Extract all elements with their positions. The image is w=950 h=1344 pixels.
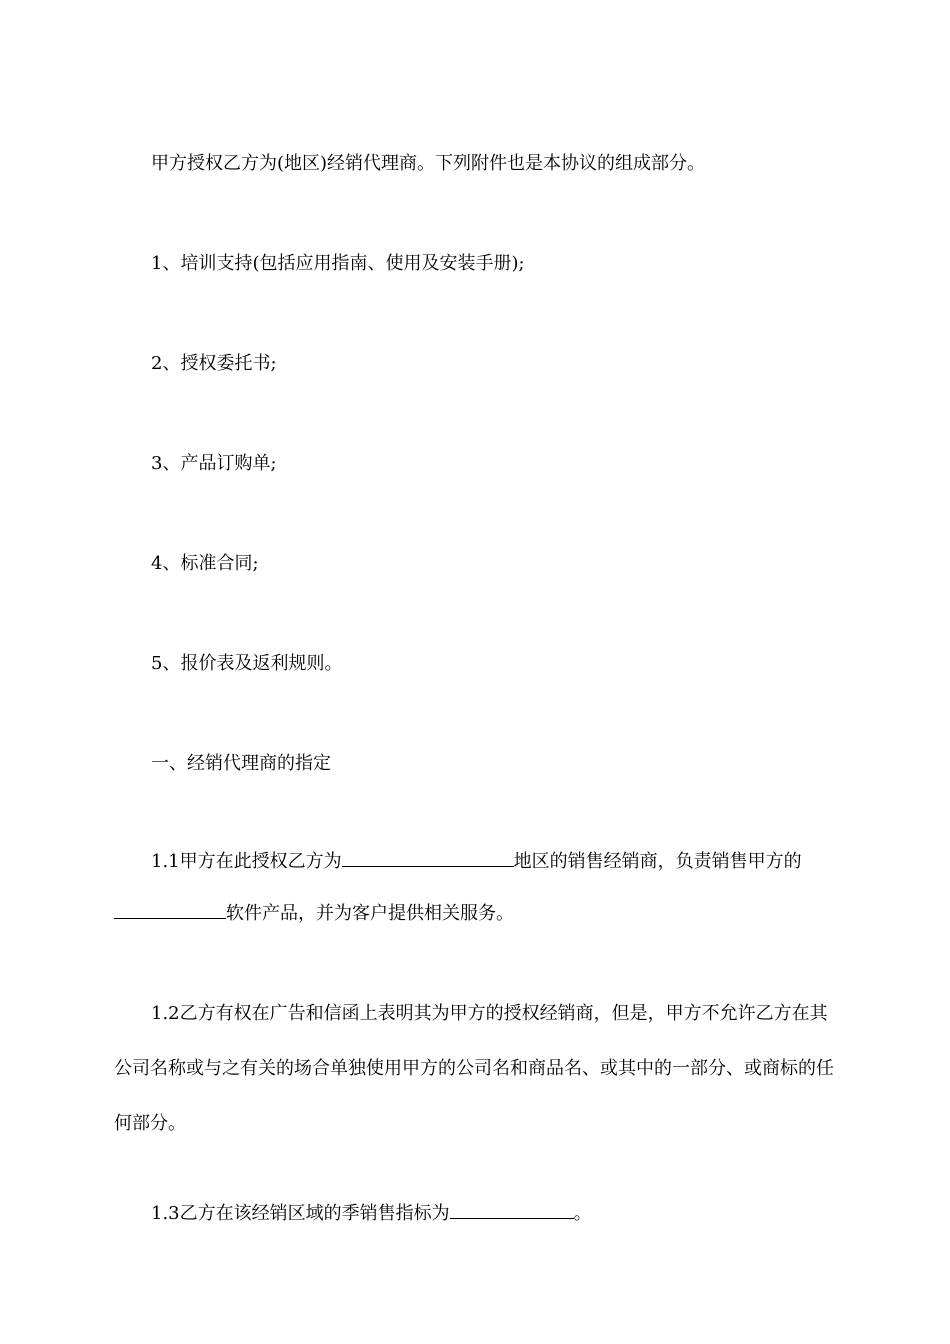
intro-paragraph: 甲方授权乙方为(地区)经销代理商。下列附件也是本协议的组成部分。 [151, 153, 706, 174]
attachment-item-5: 5、报价表及返利规则。 [151, 653, 343, 674]
region-blank-field [342, 848, 514, 867]
clause-1-1-suffix: 软件产品，并为客户提供相关服务。 [226, 903, 514, 924]
product-blank-field [114, 900, 226, 919]
sales-target-blank-field [450, 1200, 574, 1219]
attachment-item-4: 4、标准合同; [151, 553, 259, 574]
clause-1-1-line-2 [114, 886, 836, 941]
clause-1-3-suffix: 。 [573, 1203, 592, 1224]
clause-1-1-prefix: 1.1甲方在此授权乙方为 [151, 851, 342, 872]
clause-1-1-line-1 [114, 834, 836, 889]
clause-1-2: 1.2乙方有权在广告和信函上表明其为甲方的授权经销商，但是，甲方不允许乙方在其公司名称或与之有关的场合单独使用甲方的公司名和商品名、或其中的一部分、或商标的任何部分。 [114, 1003, 834, 1134]
attachment-item-3: 3、产品订购单; [151, 453, 277, 474]
clause-1-3 [114, 1186, 836, 1241]
attachment-item-1: 1、培训支持(包括应用指南、使用及安装手册); [151, 253, 525, 274]
section-1-title: 一、经销代理商的指定 [151, 753, 331, 774]
clause-1-1-middle: 地区的销售经销商，负责销售甲方的 [513, 851, 802, 872]
clause-1-3-prefix: 1.3乙方在该经销区域的季销售指标为 [151, 1203, 450, 1224]
attachment-item-2: 2、授权委托书; [151, 353, 277, 374]
